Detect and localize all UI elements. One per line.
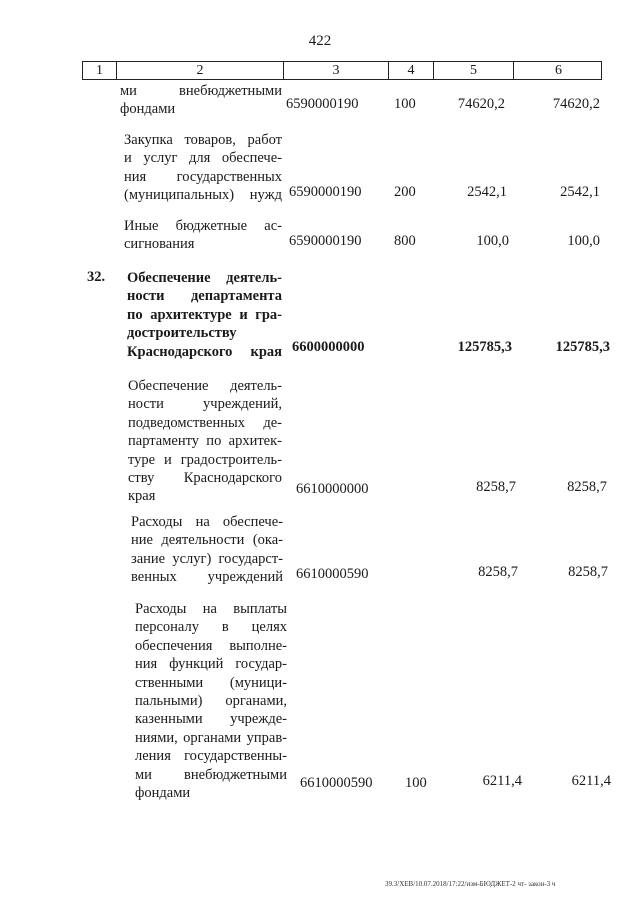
row-description bbox=[124, 217, 282, 254]
row-description bbox=[131, 513, 283, 587]
header-col-6: 6 bbox=[513, 62, 603, 79]
document-footer: 39.3/ХЕВ/10.07.2018/17:22/изм-БЮДЖЕТ-2 чт- закон-3 ч bbox=[385, 880, 556, 888]
header-col-2: 2 bbox=[116, 62, 283, 79]
description-line: казенными учрежде- bbox=[135, 711, 287, 728]
description-line: Расходы на выплаты bbox=[135, 601, 287, 617]
description-line: ственными (муници- bbox=[135, 674, 287, 691]
row-code: 6590000190 bbox=[289, 233, 362, 249]
row-type: 100 bbox=[394, 96, 416, 112]
row-value-5: 100,0 bbox=[476, 233, 509, 249]
description-line: ности департамента bbox=[127, 288, 282, 305]
description-line: Обеспечение деятель- bbox=[128, 378, 282, 394]
row-value-6: 6211,4 bbox=[571, 773, 611, 789]
row-code: 6590000190 bbox=[289, 184, 362, 200]
row-code: 6600000000 bbox=[292, 339, 365, 355]
description-line: партаменту по архитек- bbox=[128, 433, 282, 450]
description-line: ления государственны- bbox=[135, 748, 287, 765]
description-line: пальными) органами, bbox=[135, 693, 287, 710]
description-line: ми внебюджетными bbox=[120, 83, 282, 99]
description-line: обеспечения выполне- bbox=[135, 637, 287, 654]
row-description bbox=[124, 131, 282, 205]
row-value-6: 100,0 bbox=[567, 233, 600, 249]
description-line: Краснодарского края bbox=[127, 343, 282, 360]
description-line: ству Краснодарского bbox=[128, 470, 282, 487]
row-value-5: 2542,1 bbox=[467, 184, 507, 200]
description-line: Расходы на обеспече- bbox=[131, 514, 283, 530]
description-line: ми внебюджетными bbox=[135, 766, 287, 783]
row-value-5: 8258,7 bbox=[478, 564, 518, 580]
row-value-5: 8258,7 bbox=[476, 479, 516, 495]
description-line: (муниципальных) нужд bbox=[124, 187, 282, 204]
description-line: фондами bbox=[135, 785, 191, 802]
description-line: и услуг для обеспече- bbox=[124, 150, 282, 167]
row-value-5: 125785,3 bbox=[457, 339, 512, 355]
row-description bbox=[120, 82, 282, 119]
header-col-5: 5 bbox=[433, 62, 513, 79]
description-line: ния государственных bbox=[124, 168, 282, 185]
description-line: Закупка товаров, работ bbox=[124, 132, 282, 148]
row-value-6: 125785,3 bbox=[555, 339, 610, 355]
description-line: подведомственных де- bbox=[128, 414, 282, 431]
header-col-4: 4 bbox=[388, 62, 433, 79]
description-line: ности учреждений, bbox=[128, 396, 282, 413]
row-code: 6610000590 bbox=[296, 566, 369, 582]
row-value-6: 8258,7 bbox=[567, 479, 607, 495]
row-code: 6590000190 bbox=[286, 96, 359, 112]
page-number: 422 bbox=[308, 33, 332, 49]
row-number: 32. bbox=[87, 269, 106, 285]
description-line: зание услуг) государст- bbox=[131, 550, 283, 567]
header-col-3: 3 bbox=[283, 62, 388, 79]
row-type: 200 bbox=[394, 184, 416, 200]
description-line: ние деятельности (ока- bbox=[131, 532, 283, 549]
description-line: по архитектуре и гра- bbox=[127, 306, 282, 323]
row-value-5: 6211,4 bbox=[482, 773, 522, 789]
description-line: достроительству bbox=[127, 325, 237, 342]
description-line: венных учреждений bbox=[131, 569, 283, 586]
row-value-5: 74620,2 bbox=[457, 96, 505, 112]
description-line: ния функций государ- bbox=[135, 656, 287, 673]
description-line: края bbox=[128, 488, 156, 505]
row-code: 6610000590 bbox=[300, 775, 373, 791]
row-description bbox=[127, 269, 282, 361]
row-value-6: 74620,2 bbox=[552, 96, 600, 112]
row-value-6: 2542,1 bbox=[560, 184, 600, 200]
table-header bbox=[82, 61, 602, 80]
description-line: туре и градостроитель- bbox=[128, 451, 282, 468]
description-line: Обеспечение деятель- bbox=[127, 270, 282, 286]
description-line: Иные бюджетные ас- bbox=[124, 218, 282, 234]
description-line: сигнования bbox=[124, 236, 195, 253]
row-code: 6610000000 bbox=[296, 481, 369, 497]
row-description bbox=[135, 600, 287, 802]
row-description bbox=[128, 377, 282, 506]
row-type: 800 bbox=[394, 233, 416, 249]
description-line: фондами bbox=[120, 101, 176, 118]
row-value-6: 8258,7 bbox=[568, 564, 608, 580]
description-line: ниями, органами управ- bbox=[135, 729, 287, 746]
header-col-1: 1 bbox=[96, 63, 103, 78]
description-line: персоналу в целях bbox=[135, 619, 287, 636]
row-type: 100 bbox=[405, 775, 427, 791]
